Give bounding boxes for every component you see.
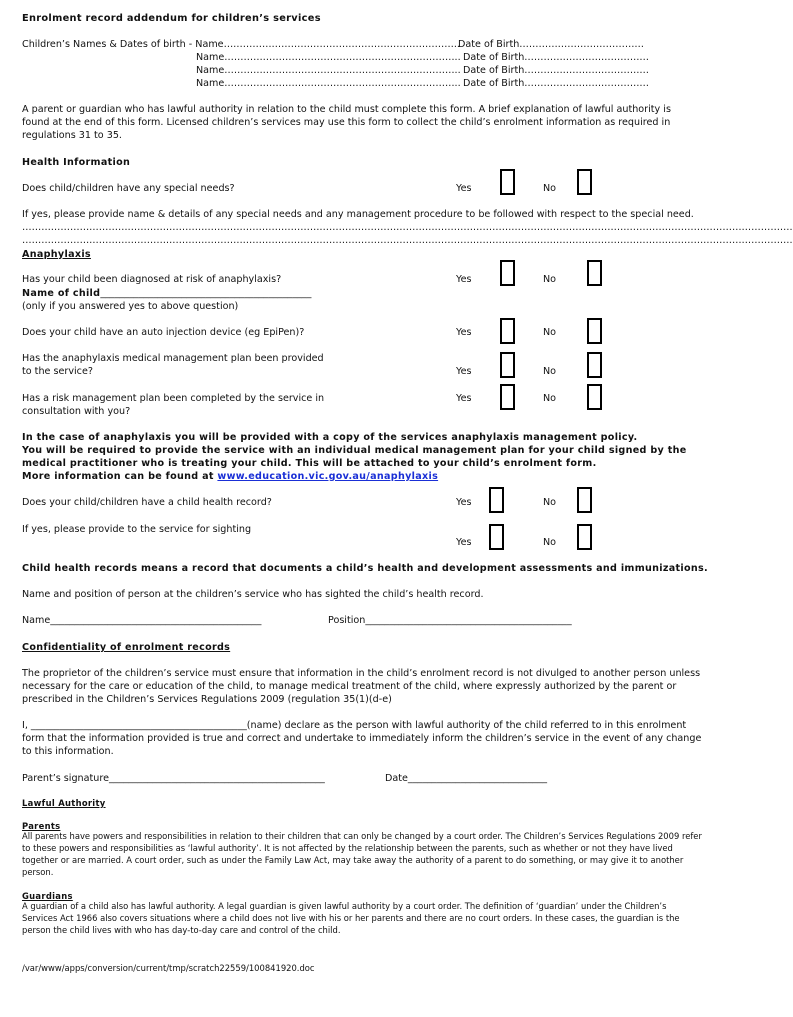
lawful-authority-heading: Lawful Authority <box>22 798 106 808</box>
no-label: No <box>543 183 557 194</box>
anaphylaxis-notice-2: You will be required to provide the service with an individual medical management plan for your child signed by the medical practitioner who is treating your child. This will be attached to your child’s enrolment form. <box>22 445 687 469</box>
dob-field-4[interactable]: Date of Birth………………………………… <box>463 78 650 89</box>
diagnosed-no-checkbox[interactable] <box>587 260 602 286</box>
epipen-no-checkbox[interactable] <box>587 318 602 344</box>
children-names-label: Children’s Names & Dates of birth - Name……………………………………………………………….. <box>22 39 460 50</box>
epipen-yes-checkbox[interactable] <box>500 318 515 344</box>
intro-paragraph: A parent or guardian who has lawful authority in relation to the child must complete this form. A brief explanation of lawful authority is found at the end of this form. Licensed children’s services may use this form to collect the child’s enrolment information as required in regulations 31 to 35. <box>22 104 671 141</box>
no-label: No <box>543 537 557 548</box>
risk-plan-yes-checkbox[interactable] <box>500 384 515 410</box>
guardians-heading: Guardians <box>22 891 73 901</box>
name-field-4[interactable]: Name……………………………………………………………….. <box>196 78 461 89</box>
no-label: No <box>543 274 557 285</box>
health-heading: Health Information <box>22 157 131 168</box>
sighted-instruction: Name and position of person at the children’s service who has sighted the child’s health record. <box>22 589 484 600</box>
health-record-definition: Child health records means a record that documents a child’s health and development assessments and immunizations. <box>22 563 708 574</box>
yes-label: Yes <box>456 327 472 338</box>
guardians-text: A guardian of a child also has lawful authority. A legal guardian is given lawful authority by a court order. The definition of ‘guardian’ under the Children’s Services Act 1966 also covers situations where a child does not live with his or her parents and there are no court orders. In these cases, the guardian is the person the child lives with who has day-to-day care and control of the child. <box>22 901 680 935</box>
dob-field-1[interactable]: Date of Birth………………………………… <box>458 39 645 50</box>
details-line-2[interactable]: ……………………………………………………………………………………………………………………………………………………………………………………………………………………. <box>22 235 793 246</box>
name-field-3[interactable]: Name……………………………………………………………….. <box>196 65 461 76</box>
yes-label: Yes <box>456 393 472 404</box>
sighting-question: If yes, please provide to the service for sighting <box>22 524 252 535</box>
management-plan-question-line2: to the service? <box>22 366 93 377</box>
anaphylaxis-diagnosed-question: Has your child been diagnosed at risk of anaphylaxis? <box>22 274 282 285</box>
risk-plan-question-line1: Has a risk management plan been completed by the service in <box>22 393 325 404</box>
no-label: No <box>543 327 557 338</box>
no-label: No <box>543 497 557 508</box>
name-of-child-note: (only if you answered yes to above question) <box>22 301 239 312</box>
yes-label: Yes <box>456 274 472 285</box>
yes-label: Yes <box>456 497 472 508</box>
footer-file-path: /var/www/apps/conversion/current/tmp/scratch22559/100841920.doc <box>22 963 315 973</box>
dob-field-2[interactable]: Date of Birth………………………………… <box>463 52 650 63</box>
risk-plan-question-line2: consultation with you? <box>22 406 131 417</box>
more-info-text: More information can be found at www.education.vic.gov.au/anaphylaxis <box>22 471 439 482</box>
details-line-1[interactable]: ……………………………………………………………………………………………………………………………………………………………………………………………………………………. <box>22 222 793 233</box>
health-record-no-checkbox[interactable] <box>577 487 592 513</box>
declaration-text[interactable]: I, _____________________________________________(name) declare as the person with lawful authority of the child referred to in this enrolment form that the information provided is true and correct and undertake to immediately inform the children’s service in the event of any change to this information. <box>22 720 702 757</box>
plan-no-checkbox[interactable] <box>587 352 602 378</box>
sighted-position-field[interactable]: Position___________________________________________ <box>328 615 572 626</box>
sighting-yes-checkbox[interactable] <box>489 524 504 550</box>
yes-label: Yes <box>456 183 472 194</box>
diagnosed-yes-checkbox[interactable] <box>500 260 515 286</box>
name-field-2[interactable]: Name……………………………………………………………….. <box>196 52 461 63</box>
date-field[interactable]: Date_____________________________ <box>385 773 548 784</box>
special-needs-question: Does child/children have any special needs? <box>22 183 235 194</box>
no-label: No <box>543 366 557 377</box>
confidentiality-heading: Confidentiality of enrolment records <box>22 642 231 653</box>
no-label: No <box>543 393 557 404</box>
yes-label: Yes <box>456 366 472 377</box>
special-needs-followup: If yes, please provide name & details of any special needs and any management procedure to be followed with respect to the special need. <box>22 209 694 220</box>
parents-text: All parents have powers and responsibilities in relation to their children that can only be changed by a court order. The Children’s Services Regulations 2009 refer to these powers and responsibilities as ‘lawful authority’. It is not affected by the relationship between the parents, such as whether or not they have lived together or are married. A court order, such as under the Family Law Act, may take away the authority of a parent to do something, or may give it to another person. <box>22 831 702 877</box>
health-record-yes-checkbox[interactable] <box>489 487 504 513</box>
anaphylaxis-link[interactable]: www.education.vic.gov.au/anaphylaxis <box>217 471 439 482</box>
health-record-question: Does your child/children have a child health record? <box>22 497 272 508</box>
sighted-name-field[interactable]: Name____________________________________________ <box>22 615 262 626</box>
name-of-child-field[interactable]: Name of child____________________________________________ <box>22 288 312 299</box>
yes-label: Yes <box>456 537 472 548</box>
parents-heading: Parents <box>22 821 61 831</box>
dob-field-3[interactable]: Date of Birth………………………………… <box>463 65 650 76</box>
auto-injection-question: Does your child have an auto injection device (eg EpiPen)? <box>22 327 305 338</box>
confidentiality-text: The proprietor of the children’s service must ensure that information in the child’s enrolment record is not divulged to another person unless necessary for the care or education of the child, to manage medical treatment of the child, where expressly authorized by the parent or prescribed in the Children’s Services Regulations 2009 (regulation 35(1)(d-e) <box>22 668 701 705</box>
page-title: Enrolment record addendum for children’s services <box>22 13 321 24</box>
anaphylaxis-heading: Anaphylaxis <box>22 249 91 260</box>
special-needs-yes-checkbox[interactable] <box>500 169 515 195</box>
sighting-no-checkbox[interactable] <box>577 524 592 550</box>
risk-plan-no-checkbox[interactable] <box>587 384 602 410</box>
anaphylaxis-notice-1: In the case of anaphylaxis you will be provided with a copy of the services anaphylaxis management policy. <box>22 432 638 443</box>
parent-signature-field[interactable]: Parent’s signature_____________________________________________ <box>22 773 325 784</box>
special-needs-no-checkbox[interactable] <box>577 169 592 195</box>
management-plan-question-line1: Has the anaphylaxis medical management plan been provided <box>22 353 324 364</box>
plan-yes-checkbox[interactable] <box>500 352 515 378</box>
